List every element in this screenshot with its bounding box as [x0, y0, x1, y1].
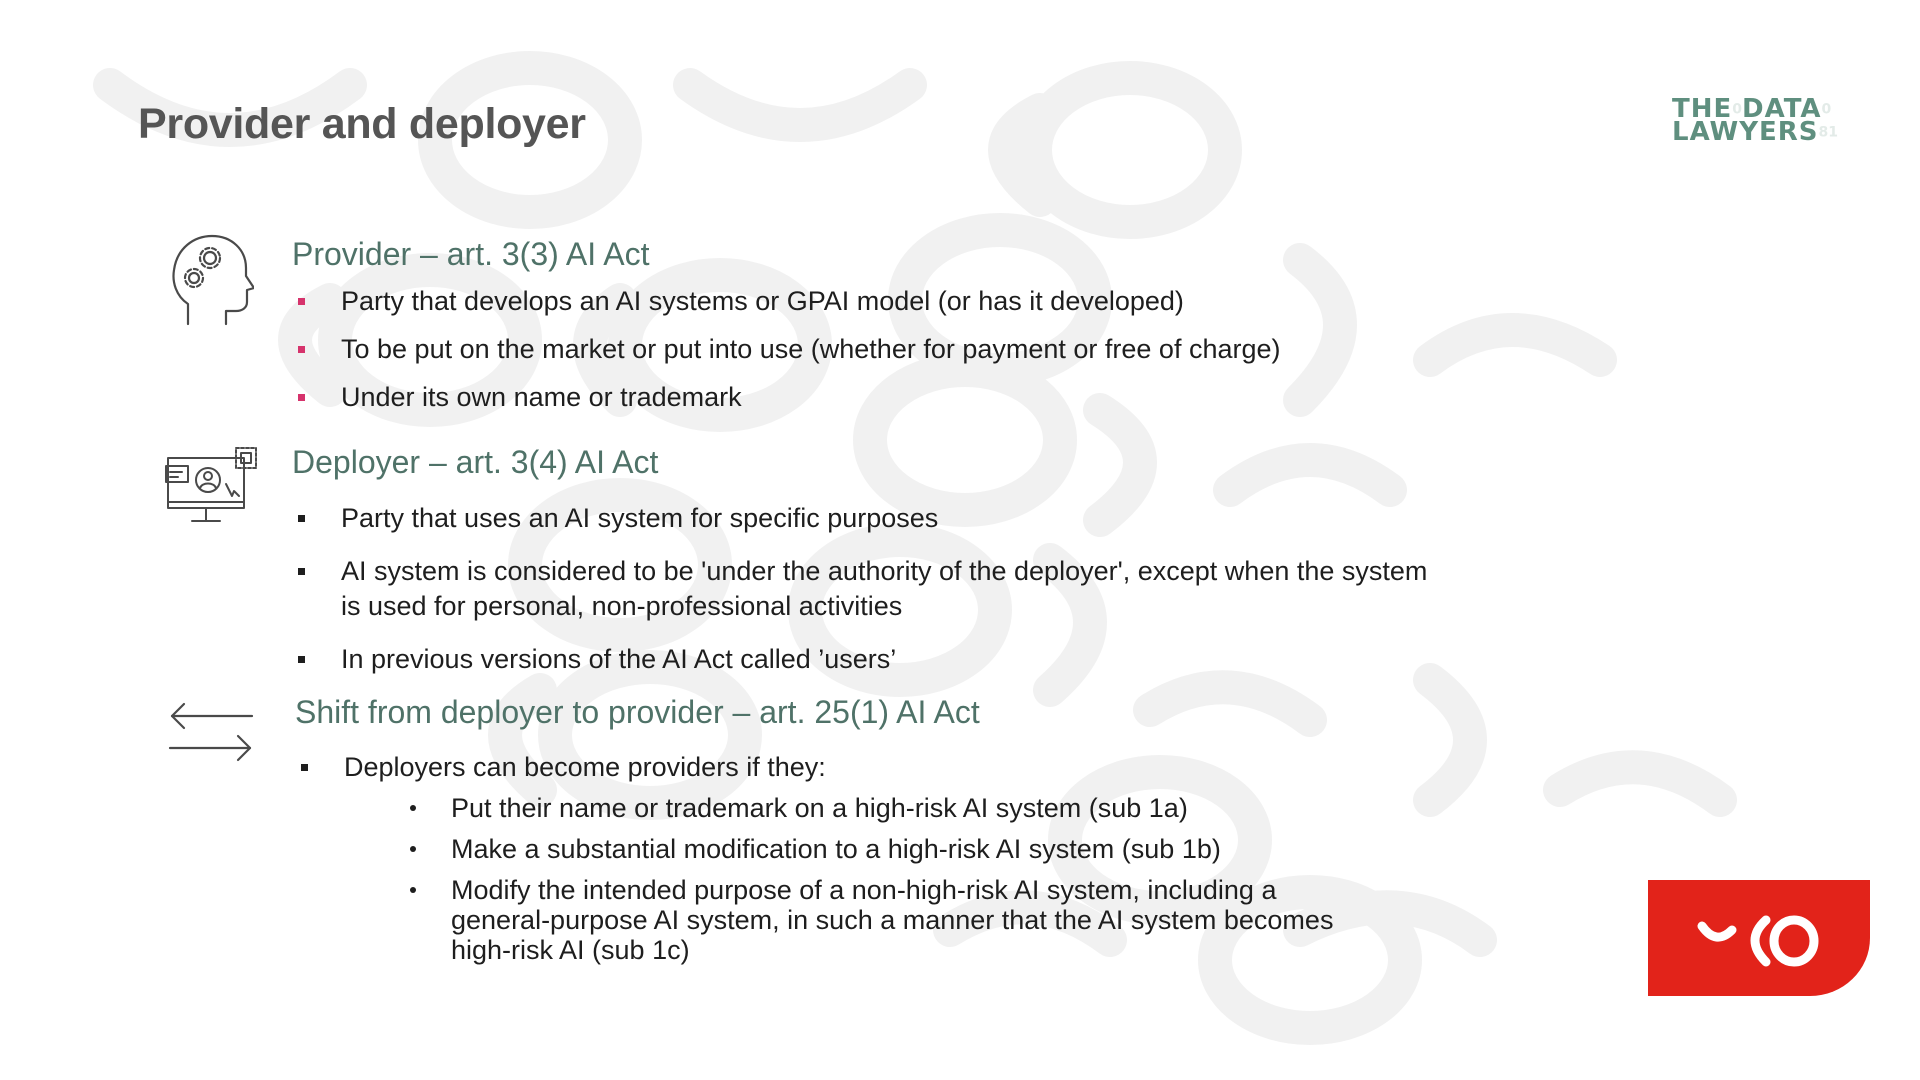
list-item	[296, 284, 1281, 319]
bullet-marker	[298, 394, 305, 401]
provider-bullets	[296, 284, 1281, 415]
bullet-marker	[298, 656, 305, 663]
list-item	[296, 501, 1436, 536]
uco-logo-badge	[1648, 880, 1870, 996]
bullet-dot	[410, 805, 416, 811]
deployer-heading: Deployer – art. 3(4) AI Act	[292, 444, 659, 480]
logo-word-data: DATA	[1742, 94, 1822, 124]
shift-sub-bullets	[406, 793, 1366, 965]
head-gears-icon	[170, 232, 254, 328]
provider-heading: Provider – art. 3(3) AI Act	[292, 236, 650, 272]
list-item	[296, 380, 1281, 415]
list-item	[296, 332, 1281, 367]
logo-ghost-3: 81	[1818, 124, 1839, 140]
page-title: Provider and deployer	[138, 100, 586, 148]
deployer-bullets	[296, 501, 1436, 677]
list-item	[299, 750, 826, 785]
sub-list-item	[406, 875, 1366, 965]
uco-logo-icon	[1696, 908, 1826, 972]
data-lawyers-logo	[1672, 94, 1892, 147]
logo-word-the: THE	[1672, 94, 1733, 124]
list-item-text: Deployers can become providers if they:	[344, 752, 826, 782]
sub-list-item	[406, 793, 1366, 823]
list-item	[296, 554, 1436, 624]
sub-list-item-text: Put their name or trademark on a high-risk AI system (sub 1a)	[451, 793, 1188, 823]
bullet-marker	[298, 568, 305, 575]
list-item-text: Under its own name or trademark	[341, 382, 742, 412]
list-item-text: AI system is considered to be 'under the authority of the deployer', except when the system is used for personal, non-professional activities	[341, 556, 1428, 621]
sub-list-item-text: Make a substantial modification to a high-risk AI system (sub 1b)	[451, 834, 1221, 864]
swap-arrows-icon	[168, 700, 254, 764]
list-item-text: Party that develops an AI systems or GPAI model (or has it developed)	[341, 286, 1184, 316]
logo-ghost-2: 0	[1821, 101, 1832, 118]
list-item-text: Party that uses an AI system for specific purposes	[341, 503, 939, 533]
bullet-marker	[298, 298, 305, 305]
bullet-marker	[298, 346, 305, 353]
bullet-dot	[410, 887, 416, 893]
shift-heading: Shift from deployer to provider – art. 25(1) AI Act	[295, 694, 980, 730]
bullet-dot	[410, 846, 416, 852]
bullet-marker	[298, 515, 305, 522]
sub-list-item-text: Modify the intended purpose of a non-high-risk AI system, including a general-purpose AI system, in such a manner that the AI system becomes high-risk AI (sub 1c)	[451, 875, 1334, 965]
sub-list-item	[406, 834, 1366, 864]
logo-word-lawyers: LAWYERS	[1672, 116, 1819, 147]
list-item-text: In previous versions of the AI Act called ’users’	[341, 644, 897, 674]
bullet-marker	[301, 764, 308, 771]
list-item-text: To be put on the market or put into use (whether for payment or free of charge)	[341, 334, 1281, 364]
list-item	[296, 642, 1436, 677]
monitor-user-icon	[164, 446, 260, 526]
logo-ghost-1: 0	[1732, 101, 1743, 118]
shift-bullets	[299, 750, 826, 785]
